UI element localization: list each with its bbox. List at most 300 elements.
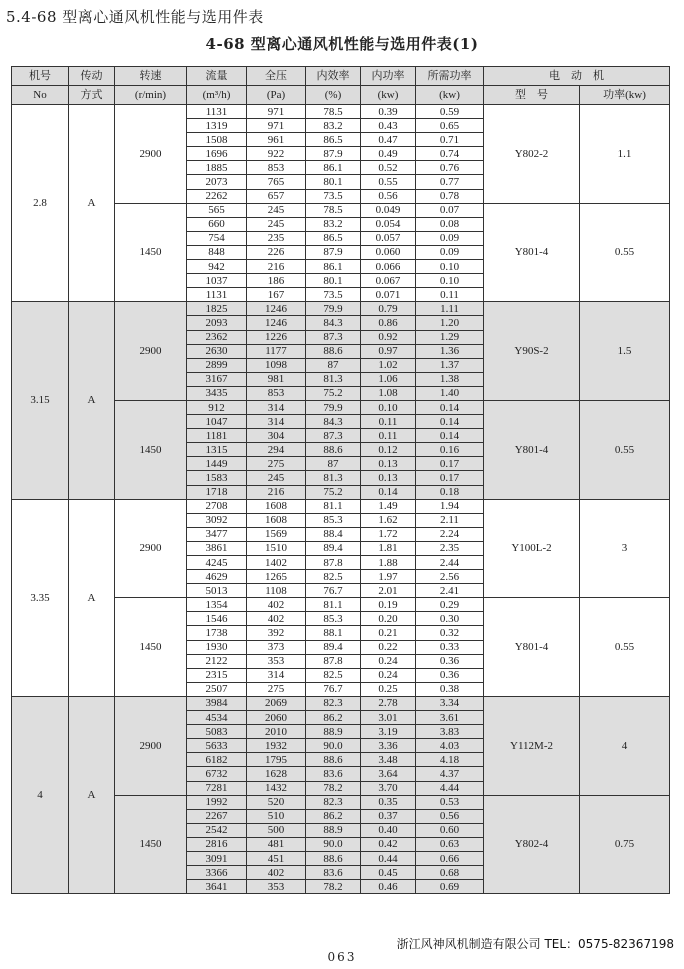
internal-power-cell: 0.14	[361, 485, 416, 499]
pressure-cell: 2010	[247, 725, 306, 739]
required-power-cell: 2.56	[416, 570, 484, 584]
internal-power-cell: 0.066	[361, 260, 416, 274]
required-power-cell: 0.16	[416, 443, 484, 457]
required-power-cell: 0.36	[416, 654, 484, 668]
flow-cell: 3435	[187, 386, 247, 400]
required-power-cell: 2.11	[416, 513, 484, 527]
header-no: 机号	[12, 67, 69, 86]
motor-model-cell: Y112M-2	[484, 696, 580, 795]
pressure-cell: 245	[247, 203, 306, 217]
pressure-cell: 1510	[247, 541, 306, 555]
required-power-cell: 0.14	[416, 415, 484, 429]
fan-number-cell: 2.8	[12, 105, 69, 302]
internal-power-cell: 1.08	[361, 386, 416, 400]
flow-cell: 2315	[187, 668, 247, 682]
internal-power-cell: 0.46	[361, 880, 416, 894]
flow-cell: 5633	[187, 739, 247, 753]
efficiency-cell: 82.5	[306, 668, 361, 682]
header-internal-power-unit: (kw)	[361, 86, 416, 105]
required-power-cell: 0.71	[416, 133, 484, 147]
internal-power-cell: 0.19	[361, 598, 416, 612]
flow-cell: 2267	[187, 809, 247, 823]
pressure-cell: 314	[247, 400, 306, 414]
efficiency-cell: 87.3	[306, 429, 361, 443]
drive-type-cell: A	[69, 105, 115, 302]
efficiency-cell: 78.2	[306, 781, 361, 795]
internal-power-cell: 0.79	[361, 302, 416, 316]
flow-cell: 2093	[187, 316, 247, 330]
motor-power-cell: 3	[580, 499, 670, 598]
internal-power-cell: 0.20	[361, 612, 416, 626]
efficiency-cell: 78.2	[306, 880, 361, 894]
efficiency-cell: 87	[306, 358, 361, 372]
efficiency-cell: 89.4	[306, 541, 361, 555]
pressure-cell: 1569	[247, 527, 306, 541]
flow-cell: 1583	[187, 471, 247, 485]
internal-power-cell: 0.56	[361, 189, 416, 203]
flow-cell: 1738	[187, 626, 247, 640]
pressure-cell: 216	[247, 485, 306, 499]
efficiency-cell: 78.5	[306, 105, 361, 119]
internal-power-cell: 3.01	[361, 711, 416, 725]
header-motor-model: 型 号	[484, 86, 580, 105]
pressure-cell: 167	[247, 288, 306, 302]
efficiency-cell: 81.3	[306, 372, 361, 386]
pressure-cell: 1932	[247, 739, 306, 753]
flow-cell: 2507	[187, 682, 247, 696]
pressure-cell: 1226	[247, 330, 306, 344]
table-row	[12, 302, 670, 316]
required-power-cell: 0.18	[416, 485, 484, 499]
header-required-power-unit: (kw)	[416, 86, 484, 105]
pressure-cell: 402	[247, 612, 306, 626]
required-power-cell: 1.20	[416, 316, 484, 330]
required-power-cell: 0.56	[416, 809, 484, 823]
motor-model-cell: Y801-4	[484, 598, 580, 697]
required-power-cell: 0.30	[416, 612, 484, 626]
pressure-cell: 314	[247, 668, 306, 682]
internal-power-cell: 1.88	[361, 556, 416, 570]
required-power-cell: 1.36	[416, 344, 484, 358]
flow-cell: 1354	[187, 598, 247, 612]
section-title: 5.4-68 型离心通风机性能与选用件表	[6, 8, 264, 26]
efficiency-cell: 88.6	[306, 851, 361, 865]
pressure-cell: 294	[247, 443, 306, 457]
pressure-cell: 353	[247, 654, 306, 668]
flow-cell: 2122	[187, 654, 247, 668]
flow-cell: 848	[187, 245, 247, 259]
header-flow-unit: (m³/h)	[187, 86, 247, 105]
efficiency-cell: 83.6	[306, 767, 361, 781]
speed-cell: 2900	[115, 499, 187, 598]
header-drive: 传动	[69, 67, 115, 86]
internal-power-cell: 3.36	[361, 739, 416, 753]
flow-cell: 3477	[187, 527, 247, 541]
flow-cell: 1992	[187, 795, 247, 809]
pressure-cell: 304	[247, 429, 306, 443]
efficiency-cell: 81.1	[306, 598, 361, 612]
internal-power-cell: 0.11	[361, 429, 416, 443]
speed-cell: 1450	[115, 203, 187, 302]
flow-cell: 6182	[187, 753, 247, 767]
drive-type-cell: A	[69, 302, 115, 499]
motor-model-cell: Y802-2	[484, 105, 580, 204]
required-power-cell: 3.83	[416, 725, 484, 739]
flow-cell: 1885	[187, 161, 247, 175]
efficiency-cell: 89.4	[306, 640, 361, 654]
flow-cell: 3861	[187, 541, 247, 555]
internal-power-cell: 3.64	[361, 767, 416, 781]
required-power-cell: 0.68	[416, 866, 484, 880]
pressure-cell: 1432	[247, 781, 306, 795]
internal-power-cell: 0.43	[361, 119, 416, 133]
flow-cell: 3366	[187, 866, 247, 880]
required-power-cell: 0.76	[416, 161, 484, 175]
efficiency-cell: 86.2	[306, 809, 361, 823]
flow-cell: 942	[187, 260, 247, 274]
flow-cell: 6732	[187, 767, 247, 781]
efficiency-cell: 80.1	[306, 175, 361, 189]
internal-power-cell: 2.78	[361, 696, 416, 710]
efficiency-cell: 81.3	[306, 471, 361, 485]
efficiency-cell: 79.9	[306, 302, 361, 316]
efficiency-cell: 81.1	[306, 499, 361, 513]
table-title: 4-68 型离心通风机性能与选用件表(1)	[205, 35, 479, 53]
flow-cell: 4534	[187, 711, 247, 725]
flow-cell: 7281	[187, 781, 247, 795]
internal-power-cell: 0.12	[361, 443, 416, 457]
flow-cell: 4245	[187, 556, 247, 570]
required-power-cell: 0.08	[416, 217, 484, 231]
pressure-cell: 1177	[247, 344, 306, 358]
flow-cell: 1131	[187, 105, 247, 119]
internal-power-cell: 1.49	[361, 499, 416, 513]
motor-power-cell: 0.55	[580, 203, 670, 302]
flow-cell: 912	[187, 400, 247, 414]
internal-power-cell: 1.02	[361, 358, 416, 372]
internal-power-cell: 0.24	[361, 654, 416, 668]
flow-cell: 1696	[187, 147, 247, 161]
required-power-cell: 4.18	[416, 753, 484, 767]
table-body	[12, 105, 670, 894]
pressure-cell: 1246	[247, 316, 306, 330]
efficiency-cell: 84.3	[306, 415, 361, 429]
required-power-cell: 0.63	[416, 837, 484, 851]
required-power-cell: 0.14	[416, 400, 484, 414]
header-motor-power: 功率(kw)	[580, 86, 670, 105]
pressure-cell: 402	[247, 866, 306, 880]
header-efficiency: 内效率	[306, 67, 361, 86]
required-power-cell: 2.44	[416, 556, 484, 570]
required-power-cell: 1.29	[416, 330, 484, 344]
motor-model-cell: Y801-4	[484, 203, 580, 302]
required-power-cell: 0.69	[416, 880, 484, 894]
required-power-cell: 1.37	[416, 358, 484, 372]
efficiency-cell: 82.3	[306, 696, 361, 710]
fan-number-cell: 3.35	[12, 499, 69, 696]
flow-cell: 3092	[187, 513, 247, 527]
pressure-cell: 402	[247, 598, 306, 612]
efficiency-cell: 87.9	[306, 245, 361, 259]
motor-power-cell: 0.75	[580, 795, 670, 894]
flow-cell: 3167	[187, 372, 247, 386]
drive-type-cell: A	[69, 499, 115, 696]
flow-cell: 1508	[187, 133, 247, 147]
pressure-cell: 275	[247, 457, 306, 471]
header-pressure: 全压	[247, 67, 306, 86]
flow-cell: 1449	[187, 457, 247, 471]
internal-power-cell: 0.060	[361, 245, 416, 259]
motor-model-cell: Y100L-2	[484, 499, 580, 598]
flow-cell: 1825	[187, 302, 247, 316]
speed-cell: 1450	[115, 598, 187, 697]
pressure-cell: 520	[247, 795, 306, 809]
internal-power-cell: 0.44	[361, 851, 416, 865]
pressure-cell: 510	[247, 809, 306, 823]
efficiency-cell: 86.2	[306, 711, 361, 725]
flow-cell: 1546	[187, 612, 247, 626]
required-power-cell: 0.09	[416, 245, 484, 259]
efficiency-cell: 87.3	[306, 330, 361, 344]
internal-power-cell: 0.10	[361, 400, 416, 414]
footer-company: 浙江风神风机制造有限公司 TEL：0575-82367198	[396, 937, 674, 951]
flow-cell: 2630	[187, 344, 247, 358]
pressure-cell: 373	[247, 640, 306, 654]
pressure-cell: 1795	[247, 753, 306, 767]
required-power-cell: 0.74	[416, 147, 484, 161]
motor-power-cell: 0.55	[580, 598, 670, 697]
header-drive-unit: 方式	[69, 86, 115, 105]
flow-cell: 2816	[187, 837, 247, 851]
flow-cell: 4629	[187, 570, 247, 584]
efficiency-cell: 75.2	[306, 386, 361, 400]
speed-cell: 2900	[115, 105, 187, 204]
pressure-cell: 245	[247, 471, 306, 485]
internal-power-cell: 2.01	[361, 584, 416, 598]
internal-power-cell: 0.55	[361, 175, 416, 189]
required-power-cell: 2.41	[416, 584, 484, 598]
efficiency-cell: 80.1	[306, 274, 361, 288]
efficiency-cell: 86.5	[306, 133, 361, 147]
required-power-cell: 2.35	[416, 541, 484, 555]
efficiency-cell: 76.7	[306, 682, 361, 696]
pressure-cell: 853	[247, 161, 306, 175]
internal-power-cell: 3.48	[361, 753, 416, 767]
required-power-cell: 0.38	[416, 682, 484, 696]
required-power-cell: 0.11	[416, 288, 484, 302]
internal-power-cell: 0.92	[361, 330, 416, 344]
required-power-cell: 0.59	[416, 105, 484, 119]
required-power-cell: 1.40	[416, 386, 484, 400]
header-internal-power: 内功率	[361, 67, 416, 86]
efficiency-cell: 88.6	[306, 443, 361, 457]
flow-cell: 1131	[187, 288, 247, 302]
pressure-cell: 1098	[247, 358, 306, 372]
internal-power-cell: 0.35	[361, 795, 416, 809]
internal-power-cell: 1.62	[361, 513, 416, 527]
efficiency-cell: 82.5	[306, 570, 361, 584]
efficiency-cell: 82.3	[306, 795, 361, 809]
efficiency-cell: 73.5	[306, 288, 361, 302]
required-power-cell: 4.37	[416, 767, 484, 781]
efficiency-cell: 83.2	[306, 119, 361, 133]
internal-power-cell: 1.81	[361, 541, 416, 555]
pressure-cell: 314	[247, 415, 306, 429]
header-speed: 转速	[115, 67, 187, 86]
efficiency-cell: 87.8	[306, 556, 361, 570]
internal-power-cell: 0.22	[361, 640, 416, 654]
efficiency-cell: 78.5	[306, 203, 361, 217]
internal-power-cell: 0.49	[361, 147, 416, 161]
speed-cell: 2900	[115, 696, 187, 795]
pressure-cell: 245	[247, 217, 306, 231]
internal-power-cell: 0.42	[361, 837, 416, 851]
table-row	[12, 499, 670, 513]
pressure-cell: 1628	[247, 767, 306, 781]
table-row	[12, 696, 670, 710]
motor-power-cell: 0.55	[580, 400, 670, 499]
internal-power-cell: 0.86	[361, 316, 416, 330]
internal-power-cell: 0.24	[361, 668, 416, 682]
required-power-cell: 0.78	[416, 189, 484, 203]
required-power-cell: 0.32	[416, 626, 484, 640]
efficiency-cell: 79.9	[306, 400, 361, 414]
efficiency-cell: 90.0	[306, 739, 361, 753]
drive-type-cell: A	[69, 696, 115, 893]
table-row	[12, 105, 670, 119]
flow-cell: 660	[187, 217, 247, 231]
internal-power-cell: 0.45	[361, 866, 416, 880]
speed-cell: 2900	[115, 302, 187, 401]
pressure-cell: 1246	[247, 302, 306, 316]
efficiency-cell: 86.1	[306, 161, 361, 175]
internal-power-cell: 0.97	[361, 344, 416, 358]
efficiency-cell: 87.9	[306, 147, 361, 161]
required-power-cell: 0.36	[416, 668, 484, 682]
pressure-cell: 1402	[247, 556, 306, 570]
efficiency-cell: 73.5	[306, 189, 361, 203]
efficiency-cell: 88.6	[306, 344, 361, 358]
flow-cell: 2708	[187, 499, 247, 513]
motor-power-cell: 4	[580, 696, 670, 795]
flow-cell: 2899	[187, 358, 247, 372]
flow-cell: 3641	[187, 880, 247, 894]
header-motor: 电 动 机	[484, 67, 670, 86]
required-power-cell: 0.10	[416, 260, 484, 274]
pressure-cell: 971	[247, 105, 306, 119]
internal-power-cell: 0.25	[361, 682, 416, 696]
flow-cell: 1181	[187, 429, 247, 443]
internal-power-cell: 0.39	[361, 105, 416, 119]
pressure-cell: 353	[247, 880, 306, 894]
required-power-cell: 3.34	[416, 696, 484, 710]
motor-model-cell: Y90S-2	[484, 302, 580, 401]
required-power-cell: 0.29	[416, 598, 484, 612]
internal-power-cell: 0.21	[361, 626, 416, 640]
pressure-cell: 481	[247, 837, 306, 851]
pressure-cell: 1108	[247, 584, 306, 598]
required-power-cell: 0.33	[416, 640, 484, 654]
speed-cell: 1450	[115, 400, 187, 499]
required-power-cell: 4.44	[416, 781, 484, 795]
internal-power-cell: 0.071	[361, 288, 416, 302]
internal-power-cell: 3.19	[361, 725, 416, 739]
internal-power-cell: 0.049	[361, 203, 416, 217]
pressure-cell: 500	[247, 823, 306, 837]
motor-power-cell: 1.1	[580, 105, 670, 204]
required-power-cell: 0.09	[416, 231, 484, 245]
motor-model-cell: Y801-4	[484, 400, 580, 499]
efficiency-cell: 86.1	[306, 260, 361, 274]
flow-cell: 1047	[187, 415, 247, 429]
flow-cell: 1037	[187, 274, 247, 288]
pressure-cell: 971	[247, 119, 306, 133]
internal-power-cell: 0.40	[361, 823, 416, 837]
internal-power-cell: 0.13	[361, 457, 416, 471]
flow-cell: 3091	[187, 851, 247, 865]
efficiency-cell: 83.6	[306, 866, 361, 880]
required-power-cell: 0.60	[416, 823, 484, 837]
flow-cell: 1315	[187, 443, 247, 457]
pressure-cell: 981	[247, 372, 306, 386]
pressure-cell: 1265	[247, 570, 306, 584]
internal-power-cell: 1.06	[361, 372, 416, 386]
pressure-cell: 235	[247, 231, 306, 245]
motor-power-cell: 1.5	[580, 302, 670, 401]
internal-power-cell: 3.70	[361, 781, 416, 795]
efficiency-cell: 85.3	[306, 612, 361, 626]
page-number: 063	[327, 950, 357, 964]
flow-cell: 2073	[187, 175, 247, 189]
fan-number-cell: 3.15	[12, 302, 69, 499]
flow-cell: 565	[187, 203, 247, 217]
efficiency-cell: 88.1	[306, 626, 361, 640]
required-power-cell: 0.14	[416, 429, 484, 443]
pressure-cell: 961	[247, 133, 306, 147]
pressure-cell: 2060	[247, 711, 306, 725]
flow-cell: 3984	[187, 696, 247, 710]
required-power-cell: 3.61	[416, 711, 484, 725]
header-flow: 流量	[187, 67, 247, 86]
motor-model-cell: Y802-4	[484, 795, 580, 894]
fan-number-cell: 4	[12, 696, 69, 893]
flow-cell: 1930	[187, 640, 247, 654]
flow-cell: 5013	[187, 584, 247, 598]
header-efficiency-unit: (%)	[306, 86, 361, 105]
pressure-cell: 216	[247, 260, 306, 274]
required-power-cell: 0.77	[416, 175, 484, 189]
efficiency-cell: 88.4	[306, 527, 361, 541]
pressure-cell: 853	[247, 386, 306, 400]
pressure-cell: 657	[247, 189, 306, 203]
internal-power-cell: 1.97	[361, 570, 416, 584]
required-power-cell: 0.66	[416, 851, 484, 865]
pressure-cell: 275	[247, 682, 306, 696]
pressure-cell: 1608	[247, 513, 306, 527]
pressure-cell: 226	[247, 245, 306, 259]
header-no-unit: No	[12, 86, 69, 105]
flow-cell: 2362	[187, 330, 247, 344]
efficiency-cell: 84.3	[306, 316, 361, 330]
pressure-cell: 922	[247, 147, 306, 161]
efficiency-cell: 75.2	[306, 485, 361, 499]
efficiency-cell: 88.6	[306, 753, 361, 767]
internal-power-cell: 0.52	[361, 161, 416, 175]
required-power-cell: 0.65	[416, 119, 484, 133]
pressure-cell: 1608	[247, 499, 306, 513]
pressure-cell: 2069	[247, 696, 306, 710]
header-required-power: 所需功率	[416, 67, 484, 86]
